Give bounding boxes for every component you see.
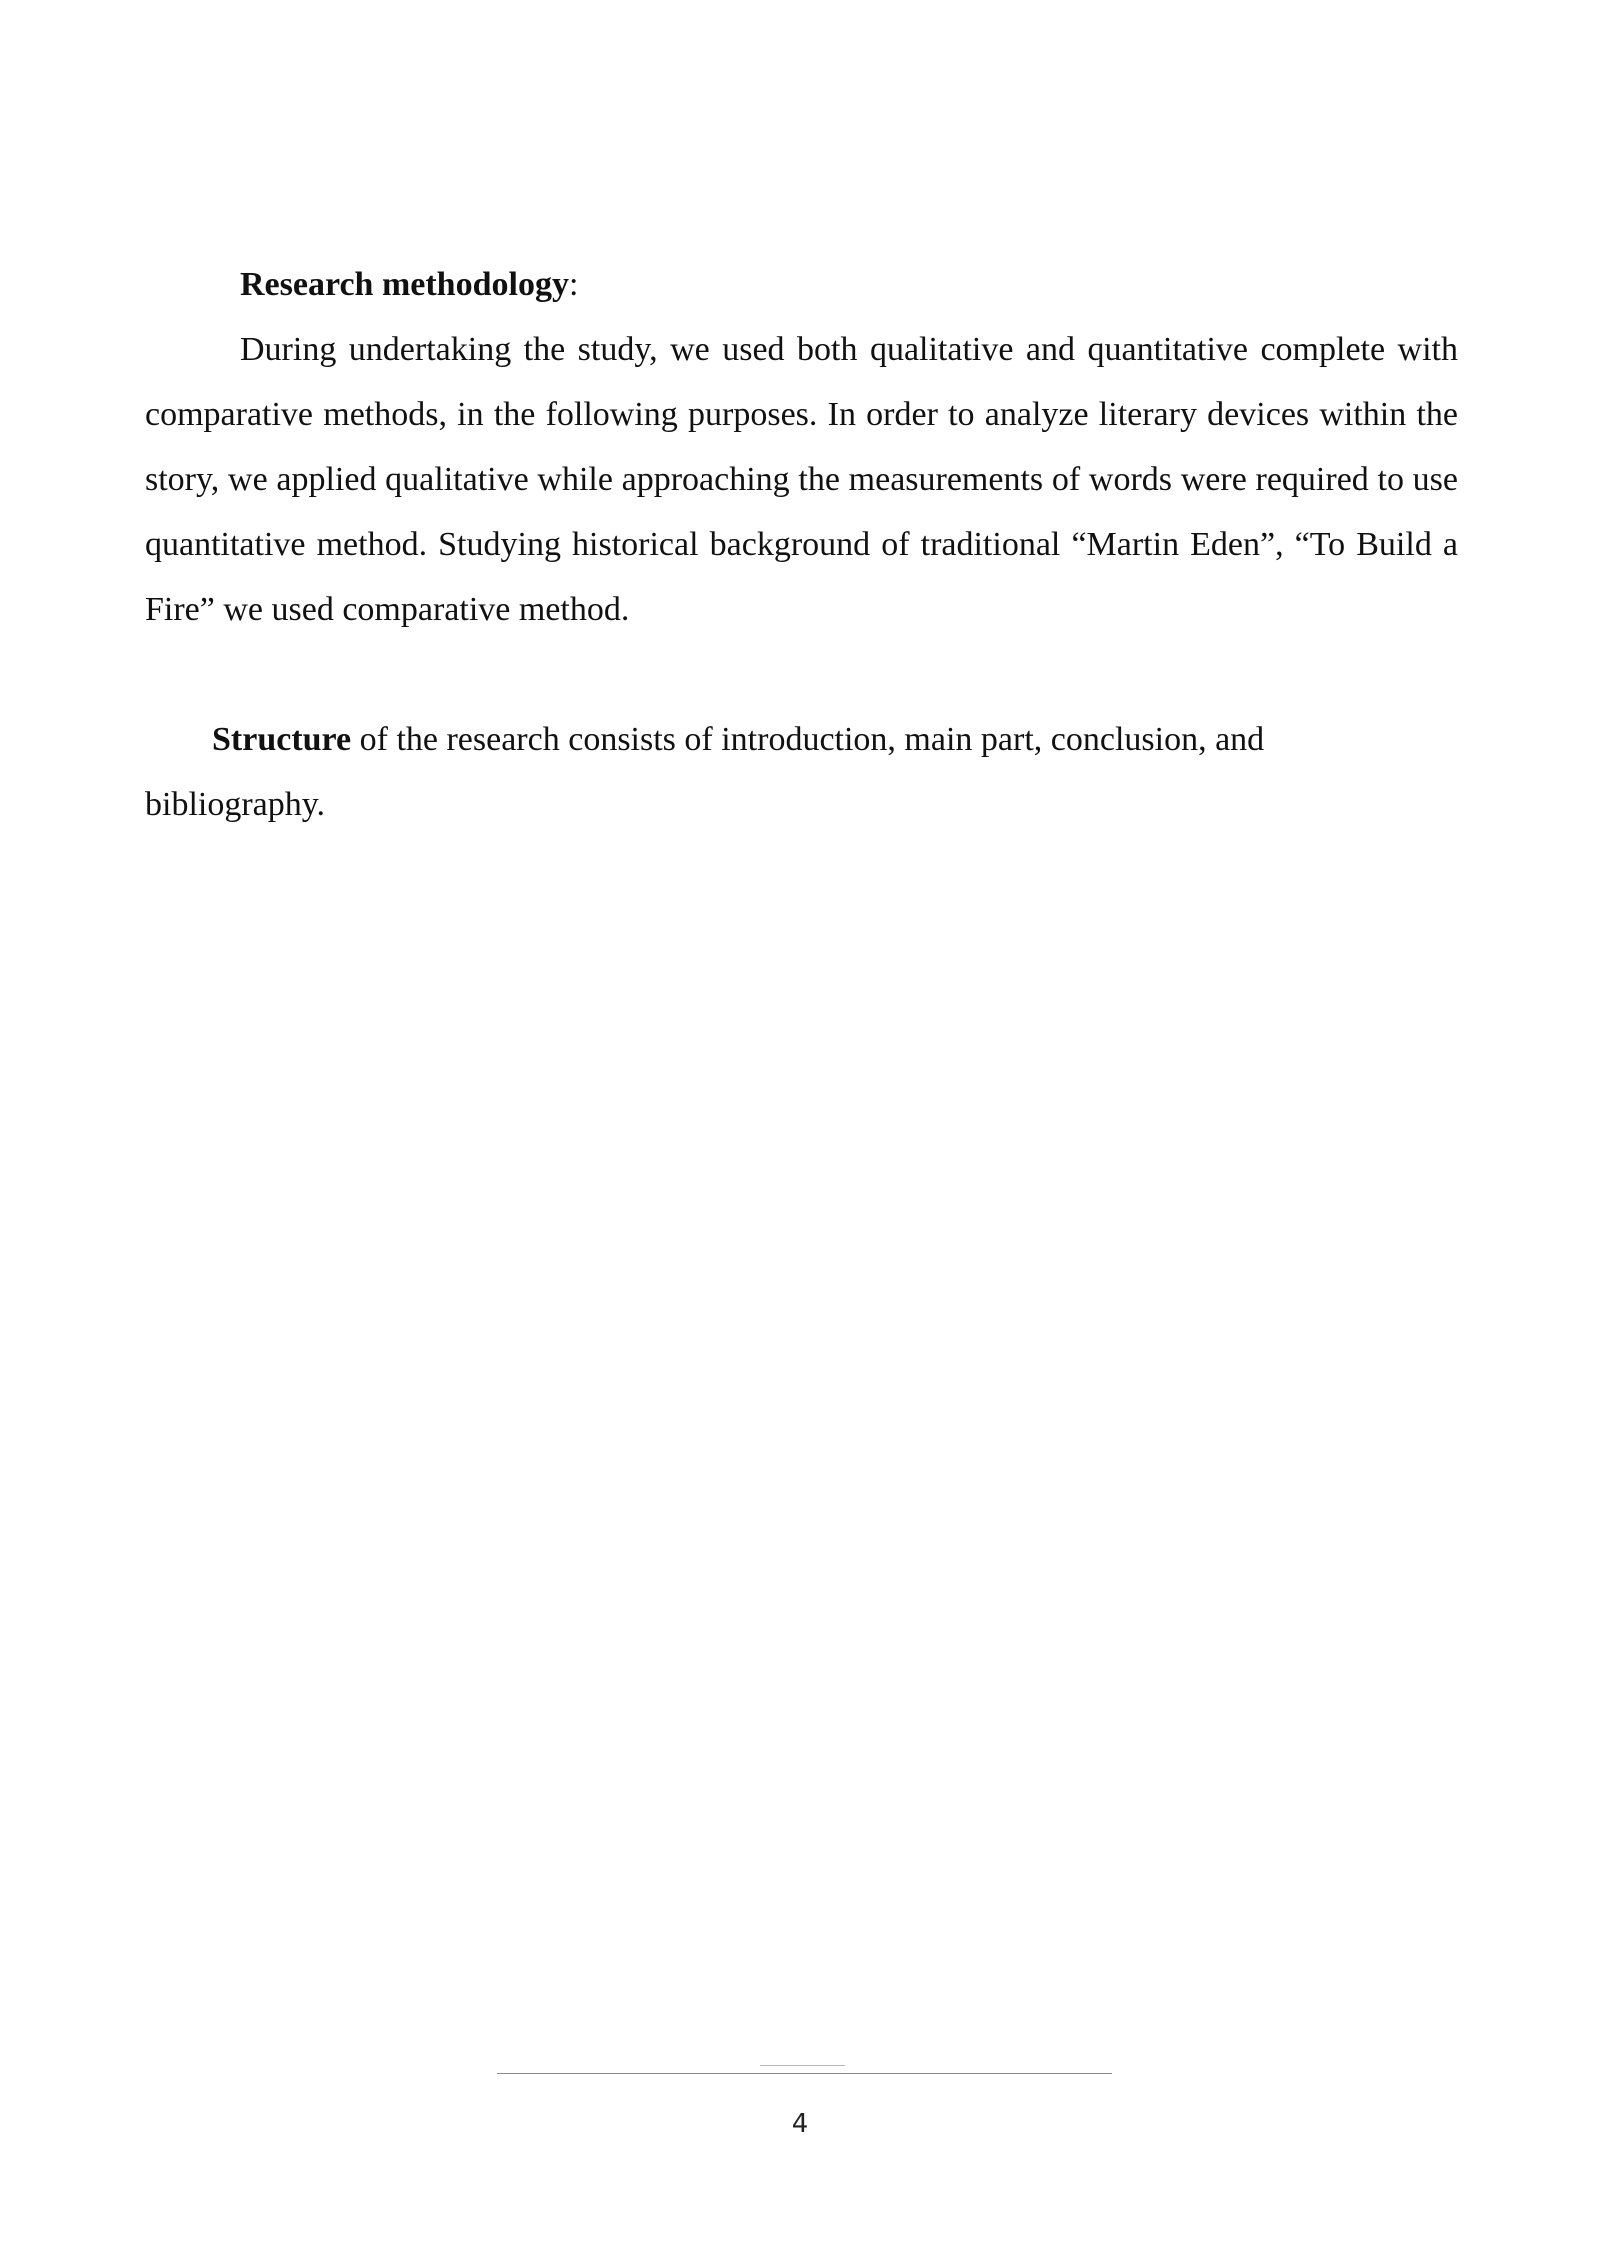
methodology-heading-colon: : [568, 266, 579, 303]
methodology-heading-text: Research methodology [240, 266, 569, 303]
structure-lead: Structure [212, 721, 352, 758]
page-number: 4 [791, 2109, 809, 2139]
structure-paragraph [145, 707, 1458, 837]
footer-rule [497, 2073, 1112, 2074]
footer-rule-mark [760, 2065, 845, 2066]
structure-body: of the research consists of introduction, main part, conclusion, and bibliography. [145, 721, 1265, 823]
methodology-paragraph: During undertaking the study, we used both qualitative and quantitative complete with comparative methods, in the following purposes. In order to analyze literary devices within the story, we applied qualitative while approaching the measurements of words were required to use quantitative method. Studying historical background of traditional “Martin Eden”, “To Build a Fire” we used comparative method. [145, 331, 1458, 628]
page-content [145, 252, 1458, 837]
methodology-heading [145, 252, 1458, 317]
